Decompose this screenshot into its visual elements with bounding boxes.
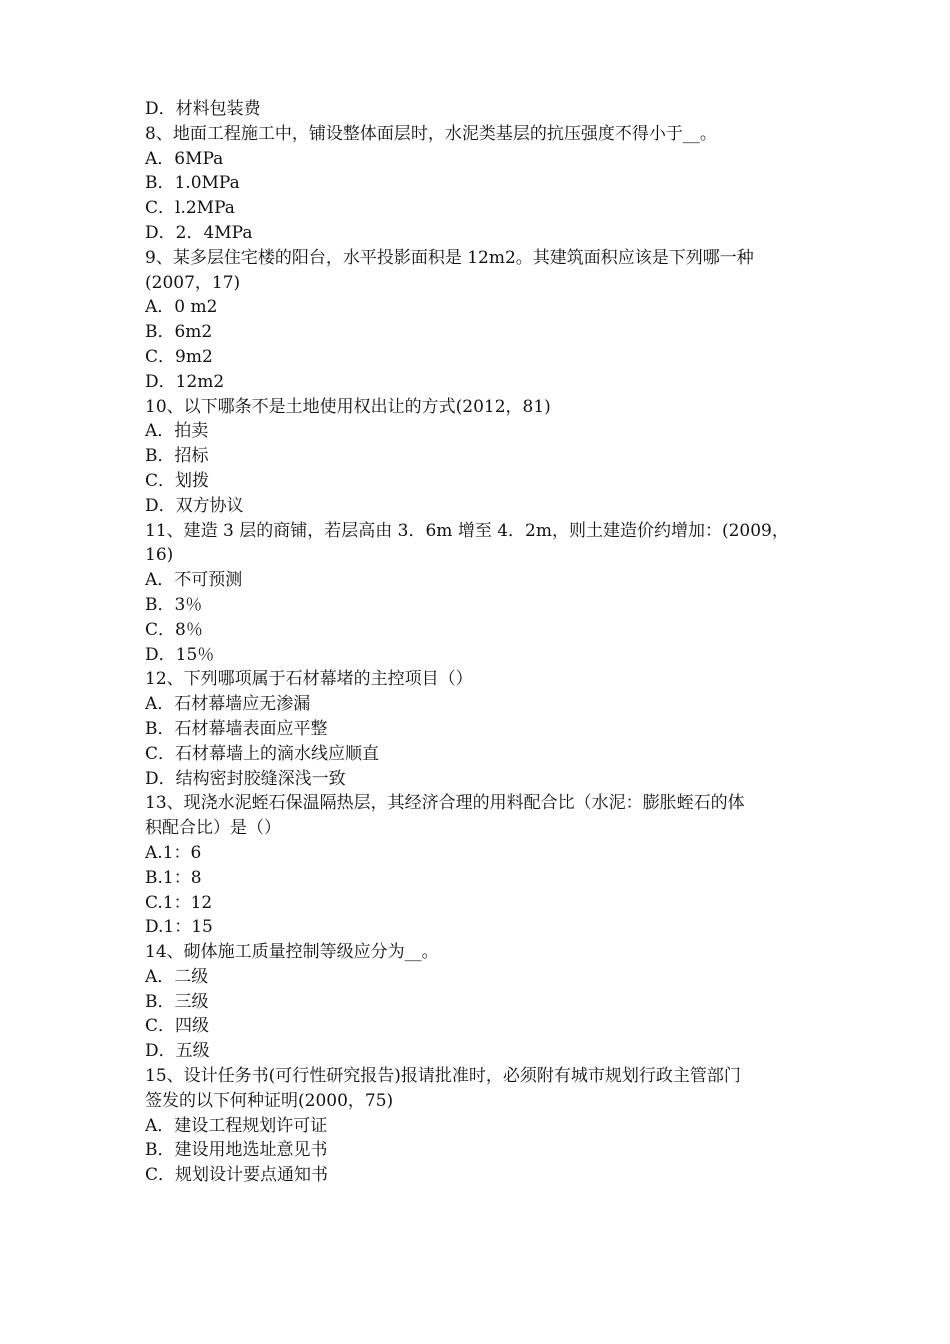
option-line: A．0 m2 <box>145 297 218 318</box>
question-13-text-cont: 积配合比）是（） <box>145 818 281 839</box>
option-line: C．划拨 <box>145 470 210 491</box>
text-line: D．材料包装费 <box>145 99 261 119</box>
question-12-text: 12、下列哪项属于石材幕堵的主控项目（） <box>145 669 473 690</box>
option-line: B．6m2 <box>145 322 213 343</box>
question-11-text: 11、建造 3 层的商铺，若层高由 3．6m 增至 4．2m，则土建造价约增加：(2009， <box>145 520 789 541</box>
option-line: B．三级 <box>145 991 209 1012</box>
option-line: D．五级 <box>145 1041 210 1062</box>
question-15-text-cont: 签发的以下何种证明(2000，75) <box>145 1090 394 1111</box>
question-10-text: 10、以下哪条不是土地使用权出让的方式(2012，81) <box>145 396 551 417</box>
option-line: B．建设用地选址意见书 <box>145 1140 328 1161</box>
option-line: B．招标 <box>145 446 209 467</box>
option-line: B．3％ <box>145 594 203 615</box>
option-line: A.1：6 <box>145 842 202 863</box>
option-line: D．2．4MPa <box>145 222 253 243</box>
option-line: C．规划设计要点通知书 <box>145 1165 329 1186</box>
option-line: C．l.2MPa <box>145 198 235 219</box>
option-line: C．9m2 <box>145 346 213 367</box>
option-line: D．双方协议 <box>145 495 244 516</box>
option-line: B．石材幕墙表面应平整 <box>145 718 328 739</box>
option-line: D.1：15 <box>145 917 213 938</box>
question-9-text-cont: (2007，17) <box>145 272 241 293</box>
option-line: A．石材幕墙应无渗漏 <box>145 694 311 715</box>
question-15-text: 15、设计任务书(可行性研究报告)报请批准时，必须附有城市规划行政主管部门 <box>145 1066 741 1087</box>
option-line: A．建设工程规划许可证 <box>145 1115 328 1136</box>
option-line: D．12m2 <box>145 371 225 392</box>
option-line: C．石材幕墙上的滴水线应顺直 <box>145 743 380 764</box>
option-line: A．6MPa <box>145 148 224 169</box>
option-line: C.1：12 <box>145 892 213 913</box>
question-text-body <box>145 97 825 1188</box>
question-11-text-cont: 16) <box>145 545 174 566</box>
option-line: A．不可预测 <box>145 570 243 591</box>
question-9-text: 9、某多层住宅楼的阳台，水平投影面积是 12m2。其建筑面积应该是下列哪一种 <box>145 247 754 268</box>
option-line: D．结构密封胶缝深浅一致 <box>145 768 346 789</box>
question-8-text: 8、地面工程施工中，铺设整体面层时，水泥类基层的抗压强度不得小于__。 <box>145 123 717 144</box>
option-line: C．四级 <box>145 1016 210 1037</box>
option-line: C．8％ <box>145 619 203 640</box>
option-line: B．1.0MPa <box>145 173 240 194</box>
option-line: A．拍卖 <box>145 421 209 442</box>
option-line: B.1：8 <box>145 867 202 888</box>
question-13-text: 13、现浇水泥蛭石保温隔热层，其经济合理的用料配合比（水泥：膨胀蛭石的体 <box>145 793 745 814</box>
option-line: A．二级 <box>145 966 209 987</box>
option-line: D．15％ <box>145 644 215 665</box>
question-14-text: 14、砌体施工质量控制等级应分为__。 <box>145 942 439 963</box>
